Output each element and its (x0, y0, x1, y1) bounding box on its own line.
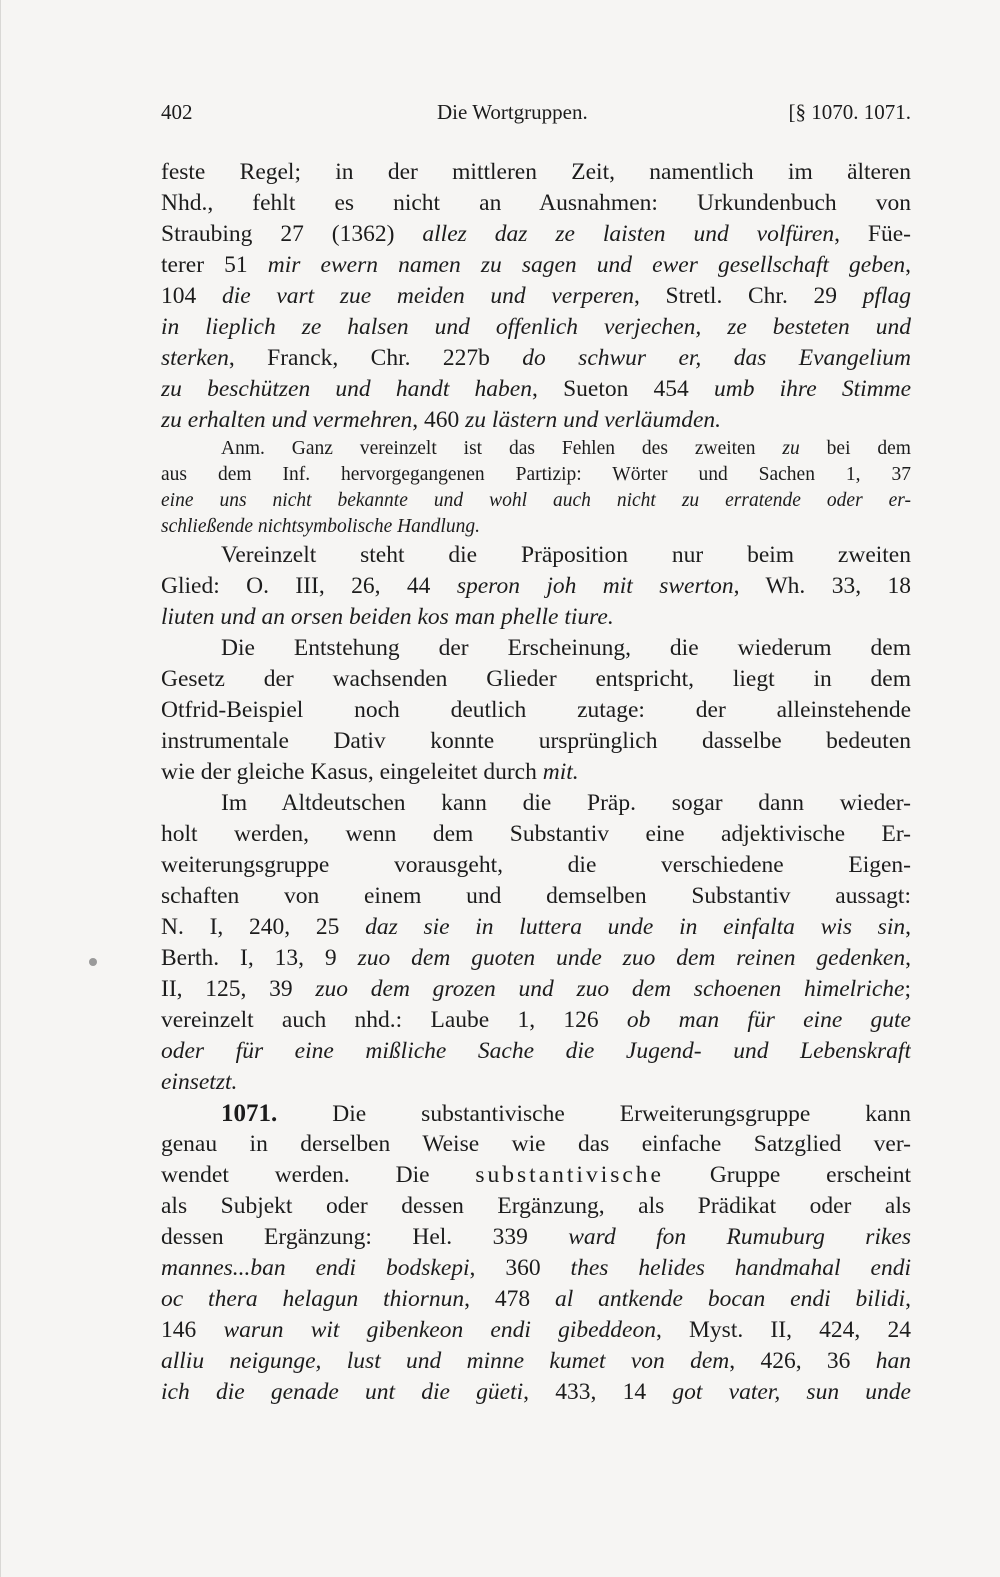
text-line (161, 1160, 911, 1191)
italic-quote: die vart zue meiden und verperen (221, 283, 634, 309)
note-line (161, 514, 911, 540)
text-segment: Gesetz der wachsenden Glieder entspricht, liegt in dem (161, 666, 911, 692)
italic-quote: mit. (542, 759, 579, 785)
text-line (161, 695, 911, 726)
text-segment: Die substantivische Erweiterungsgruppe kann (277, 1101, 911, 1127)
italic-quote: ob man für eine gute (626, 1007, 911, 1033)
italic-quote: liuten und an orsen beiden kos man phelle tiure. (161, 604, 614, 630)
italic-quote: ich die genade unt die güeti (161, 1379, 524, 1405)
section-number: 1071. (221, 1100, 278, 1127)
note-line (161, 488, 911, 514)
text-line (161, 1036, 911, 1067)
text-segment: bei dem (799, 438, 911, 459)
text-segment: Glied: O. III, 26, 44 (161, 573, 457, 599)
text-segment: 146 (161, 1317, 224, 1343)
text-segment: Straubing 27 (1362) (161, 221, 423, 247)
text-segment: weiterungsgruppe vorausgeht, die verschiedene Eigen- (161, 852, 911, 878)
note-line (161, 436, 911, 462)
text-line (161, 1377, 911, 1408)
text-line (161, 1005, 911, 1036)
text-segment: , Füe- (834, 221, 911, 247)
text-line (161, 1222, 911, 1253)
text-segment: , Franck, Chr. 227b (228, 345, 523, 371)
text-line (161, 1067, 911, 1098)
italic-quote: al antkende bocan endi bilidi (555, 1286, 906, 1312)
text-line (161, 788, 911, 819)
section-reference: [§ 1070. 1071. (788, 100, 911, 124)
text-line (161, 943, 911, 974)
text-line (161, 1315, 911, 1346)
text-line (161, 1191, 911, 1222)
text-segment: Gruppe erscheint (663, 1162, 911, 1188)
text-line (161, 757, 911, 788)
text-segment: , 426, 36 (729, 1348, 876, 1374)
italic-quote: zuo dem grozen und zuo dem schoenen himelriche (315, 976, 905, 1002)
text-segment: , Sueton 454 (532, 376, 714, 402)
text-segment: vereinzelt auch nhd.: Laube 1, 126 (161, 1007, 627, 1033)
italic-quote: han (875, 1348, 911, 1374)
text-line (161, 540, 911, 571)
page-number: 402 (161, 100, 193, 124)
italic-quote: do schwur er, das Evangelium (522, 345, 911, 371)
text-segment: dessen Ergänzung: Hel. 339 (161, 1224, 569, 1250)
text-segment: Anm. Ganz vereinzelt ist das Fehlen des zweiten (221, 438, 783, 459)
text-segment: substantivische (475, 1162, 664, 1188)
text-segment: terer 51 (161, 252, 268, 278)
text-segment: Berth. I, 13, 9 (161, 945, 358, 971)
running-header (161, 100, 911, 130)
text-segment: holt werden, wenn dem Substantiv eine adjektivische Er- (161, 821, 911, 847)
text-segment: , 460 (412, 407, 466, 433)
italic-quote: oc thera helagun thiornun (161, 1286, 465, 1312)
text-line (161, 374, 911, 405)
text-line (161, 912, 911, 943)
text-line (161, 1129, 911, 1160)
text-line (161, 602, 911, 633)
italic-quote: mannes...ban endi bodskepi (161, 1255, 470, 1281)
text-line (161, 1253, 911, 1284)
text-segment: schaften von einem und demselben Substantiv aussagt: (161, 883, 911, 909)
italic-quote: pflag (862, 283, 911, 309)
text-line (161, 188, 911, 219)
text-line (161, 881, 911, 912)
text-line (161, 1098, 911, 1129)
text-segment: , (905, 914, 911, 940)
text-segment: Die Entstehung der Erscheinung, die wiederum dem (221, 635, 911, 661)
page-body-text (161, 157, 911, 1408)
text-segment: 104 (161, 283, 222, 309)
italic-quote: zu lästern und verläumden. (465, 407, 722, 433)
text-segment: , (905, 252, 911, 278)
text-segment: wendet werden. Die (161, 1162, 476, 1188)
text-segment: ; (904, 976, 911, 1002)
text-segment: , 360 (469, 1255, 571, 1281)
text-line (161, 1284, 911, 1315)
text-segment: instrumentale Dativ konnte ursprünglich dasselbe bedeuten (161, 728, 911, 754)
running-title: Die Wortgruppen. (437, 100, 588, 124)
italic-quote: zu beschützen und handt haben (161, 376, 532, 402)
italic-quote: ward fon Rumuburg rikes (568, 1224, 911, 1250)
italic-quote: sterken (161, 345, 229, 371)
text-line (161, 974, 911, 1005)
text-segment: genau in derselben Weise wie das einfache Satzglied ver- (161, 1131, 911, 1157)
italic-quote: speron joh mit swerton (456, 573, 734, 599)
italic-quote: eine uns nicht bekannte und wohl auch nicht zu erratende oder er- (161, 490, 911, 511)
note-line (161, 462, 911, 488)
text-segment: als Subjekt oder dessen Ergänzung, als Prädikat oder als (161, 1193, 911, 1219)
italic-quote: warun wit gibenkeon endi gibeddeon (223, 1317, 656, 1343)
italic-quote: in lieplich ze halsen und offenlich verjechen, ze besteten und (161, 314, 911, 340)
text-segment: feste Regel; in der mittleren Zeit, namentlich im älteren (161, 159, 911, 185)
italic-quote: zu (782, 438, 800, 459)
text-segment: Im Altdeutschen kann die Präp. sogar dann wieder- (221, 790, 911, 816)
italic-quote: umb ihre Stimme (713, 376, 911, 402)
text-line (161, 664, 911, 695)
italic-quote: oder für eine mißliche Sache die Jugend- und Lebenskraft (161, 1038, 911, 1064)
italic-quote: allez daz ze laisten und volfüren (422, 221, 835, 247)
italic-quote: einsetzt. (161, 1069, 238, 1095)
italic-quote: mir ewern namen zu sagen und ewer gesellschaft geben (267, 252, 906, 278)
text-segment: Nhd., fehlt es nicht an Ausnahmen: Urkundenbuch von (161, 190, 911, 216)
text-line (161, 819, 911, 850)
text-segment: , 478 (464, 1286, 555, 1312)
text-segment: N. I, 240, 25 (161, 914, 366, 940)
italic-quote: schließende nichtsymbolische Handlung. (161, 516, 480, 537)
italic-quote: thes helides handmahal endi (570, 1255, 911, 1281)
text-segment: , (905, 1286, 911, 1312)
text-segment: , Myst. II, 424, 24 (655, 1317, 911, 1343)
text-segment: wie der gleiche Kasus, eingeleitet durch (161, 759, 543, 785)
text-line (161, 850, 911, 881)
text-segment: Otfrid-Beispiel noch deutlich zutage: der alleinstehende (161, 697, 911, 723)
text-line (161, 281, 911, 312)
italic-quote: zuo dem guoten unde zuo dem reinen gedenken (357, 945, 906, 971)
text-line (161, 633, 911, 664)
italic-quote: daz sie in luttera unde in einfalta wis sin (365, 914, 906, 940)
text-line (161, 219, 911, 250)
text-segment: Vereinzelt steht die Präposition nur beim zweiten (221, 542, 911, 568)
text-line (161, 250, 911, 281)
italic-quote: zu erhalten und vermehren (161, 407, 413, 433)
margin-speck (89, 958, 97, 966)
text-line (161, 343, 911, 374)
text-line (161, 726, 911, 757)
text-line (161, 571, 911, 602)
text-line (161, 1346, 911, 1377)
italic-quote: got vater, sun unde (672, 1379, 911, 1405)
text-segment: aus dem Inf. hervorgegangenen Partizip: Wörter und Sachen 1, 37 (161, 464, 911, 485)
text-line (161, 405, 911, 436)
text-segment: , Wh. 33, 18 (733, 573, 911, 599)
text-line (161, 157, 911, 188)
text-line (161, 312, 911, 343)
text-segment: , 433, 14 (523, 1379, 673, 1405)
text-segment: II, 125, 39 (161, 976, 316, 1002)
text-segment: , Stretl. Chr. 29 (633, 283, 863, 309)
italic-quote: alliu neigunge, lust und minne kumet von dem (161, 1348, 730, 1374)
text-segment: , (905, 945, 911, 971)
